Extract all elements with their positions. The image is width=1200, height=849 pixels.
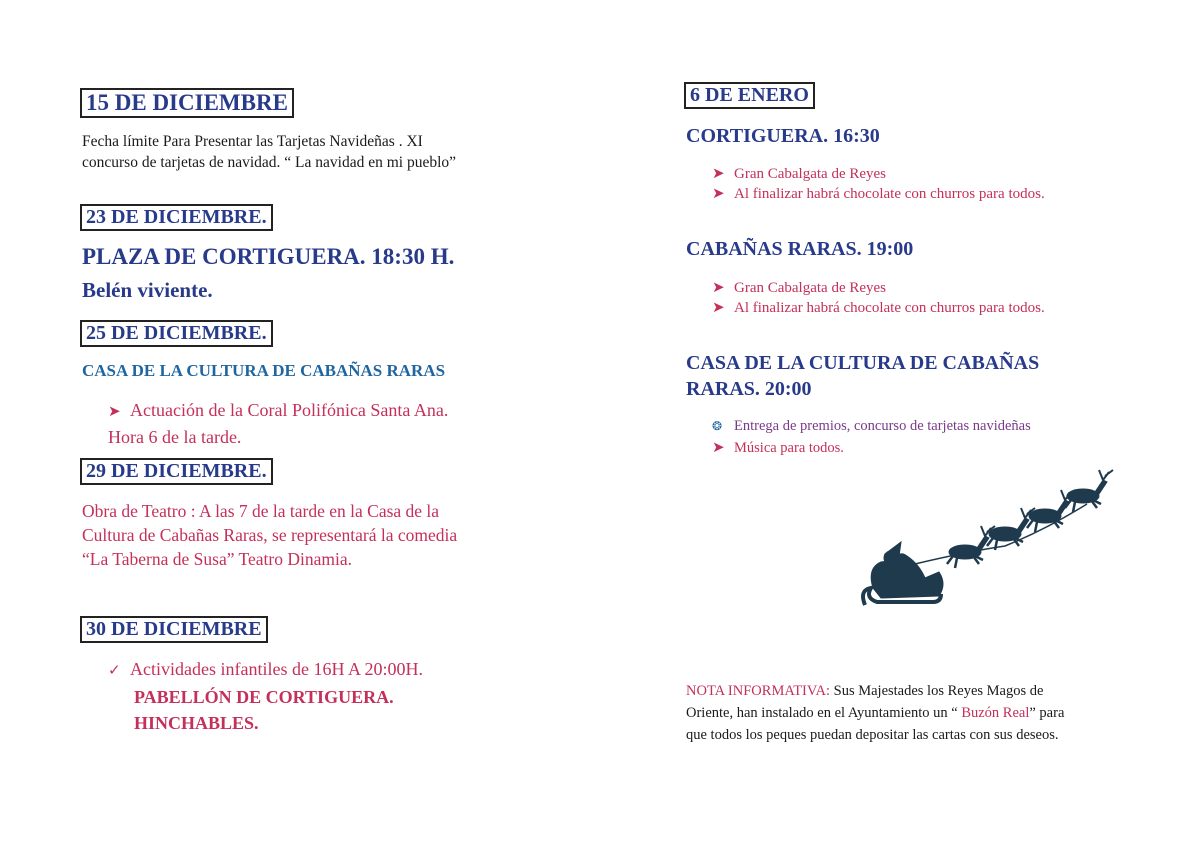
list-item: ➤ Gran Cabalgata de Reyes [712,166,887,182]
casa-list [712,415,1092,459]
dec23-event: Belén viviente. [82,278,213,302]
dec25-item: ➤ Actuación de la Coral Polifónica Santa Ana. Hora 6 de la tarde. [108,400,449,447]
dec15-text: Fecha límite Para Presentar las Tarjetas Navideñas . XI concurso de tarjetas de navidad. “ La navidad en mi pueblo” [82,133,457,171]
cortiguera-list [712,164,1062,204]
note-text-before: Sus Majestades los Reyes Magos de Oriente, han instalado en el Ayuntamiento un “ [686,683,1044,721]
arrow-bullet-icon: ➤ [108,404,121,420]
dec23-place: PLAZA DE CORTIGUERA. 18:30 H. [82,244,455,269]
dec25-heading: 25 DE DICIEMBRE. [80,320,273,347]
list-item: ❂ Entrega de premios, concurso de tarjetas navideñas [712,415,1092,437]
arrow-bullet-icon: ➤ [712,186,725,202]
star-bullet-icon: ❂ [712,419,723,433]
check-bullet-icon: ✓ [108,663,121,679]
cabanas-title: CABAÑAS RARAS. 19:00 [686,238,914,260]
list-item: ➤ Gran Cabalgata de Reyes [712,280,887,296]
list-item: ➤ Al finalizar habrá chocolate con churros para todos. [712,300,1045,316]
cabanas-list [712,278,1062,318]
note-highlight: Buzón Real [961,705,1030,721]
dec29-text: Obra de Teatro : A las 7 de la tarde en la Casa de la Cultura de Cabañas Raras, se representará la comedia “La Taberna de Susa” Teatro Dinamia. [82,501,458,569]
note-text-after: ” para que todos los peques puedan depositar las cartas con sus deseos. [686,705,1065,743]
casa-title: CASA DE LA CULTURA DE CABAÑAS RARAS. 20:00 [686,352,1040,400]
arrow-bullet-icon: ➤ [712,440,725,456]
informative-note [686,680,1086,746]
arrow-bullet-icon: ➤ [712,166,725,182]
dec15-heading: 15 DE DICIEMBRE [80,88,294,118]
arrow-bullet-icon: ➤ [712,280,725,296]
dec30-heading: 30 DE DICIEMBRE [80,616,268,643]
santa-sleigh-reindeer-icon [855,460,1120,625]
dec25-place: CASA DE LA CULTURA DE CABAÑAS RARAS [82,361,446,380]
dec23-heading: 23 DE DICIEMBRE. [80,204,273,231]
arrow-bullet-icon: ➤ [712,300,725,316]
list-item: ➤ Al finalizar habrá chocolate con churros para todos. [712,186,1045,202]
list-item: ➤ Música para todos. [712,437,1092,459]
dec29-heading: 29 DE DICIEMBRE. [80,458,273,485]
jan6-heading: 6 DE ENERO [684,82,815,109]
note-label: NOTA INFORMATIVA: [686,683,830,699]
dec30-item: ✓ Actividades infantiles de 16H A 20:00H. PABELLÓN DE CORTIGUERA. HINCHABLES. [108,659,423,733]
cortiguera-title: CORTIGUERA. 16:30 [686,125,880,147]
